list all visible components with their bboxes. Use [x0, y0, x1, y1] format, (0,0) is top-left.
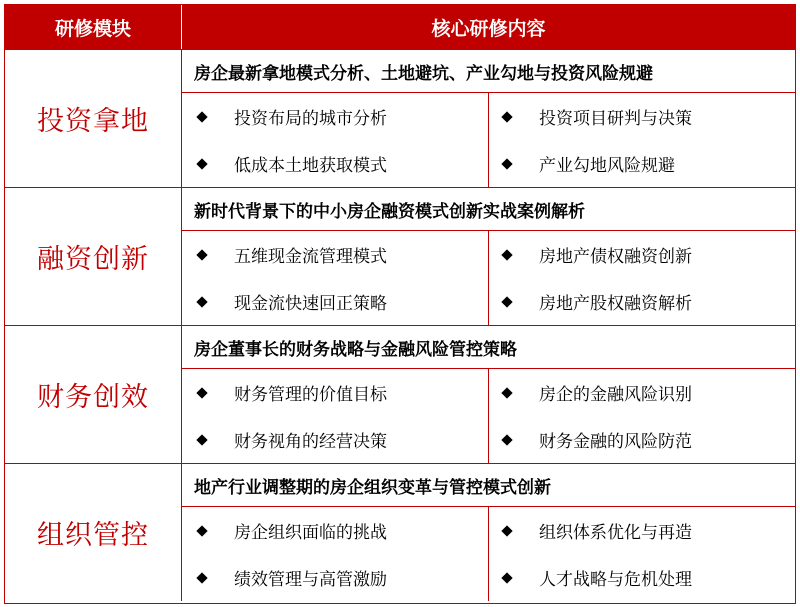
content-title: 新时代背景下的中小房企融资模式创新实战案例解析: [182, 188, 795, 231]
diamond-bullet-icon: [196, 572, 207, 583]
topic-label: 现金流快速回正策略: [234, 294, 387, 314]
topic-label: 房企组织面临的挑战: [234, 523, 387, 543]
topic-item: [489, 95, 795, 139]
diamond-bullet-icon: [501, 249, 512, 260]
diamond-bullet-icon: [501, 525, 512, 536]
topic-grid: [182, 369, 795, 463]
topic-label: 绩效管理与高管激励: [234, 570, 387, 590]
topic-grid: [182, 231, 795, 325]
table-row: [5, 187, 795, 325]
diamond-bullet-icon: [196, 434, 207, 445]
topic-grid: [182, 507, 795, 601]
diamond-bullet-icon: [196, 158, 207, 169]
topic-item: [489, 142, 795, 186]
topic-label: 组织体系优化与再造: [539, 523, 692, 543]
diamond-bullet-icon: [196, 387, 207, 398]
table-row: [5, 49, 795, 187]
content-cell: [182, 188, 795, 325]
content-cell: [182, 326, 795, 463]
topic-item: [489, 280, 795, 324]
header-content-cell: 核心研修内容: [431, 17, 546, 40]
topic-item: [182, 280, 488, 324]
topic-label: 投资项目研判与决策: [539, 109, 692, 129]
diamond-bullet-icon: [196, 249, 207, 260]
table-row: [5, 463, 795, 601]
diamond-bullet-icon: [501, 111, 512, 122]
topic-column-left: [182, 369, 489, 463]
diamond-bullet-icon: [501, 572, 512, 583]
topic-label: 财务管理的价值目标: [234, 385, 387, 405]
diamond-bullet-icon: [501, 434, 512, 445]
topic-column-right: [489, 507, 795, 601]
topic-item: [489, 233, 795, 277]
topic-item: [489, 418, 795, 462]
topic-item: [489, 509, 795, 553]
topic-label: 人才战略与危机处理: [539, 570, 692, 590]
topic-column-left: [182, 507, 489, 601]
topic-label: 房地产债权融资创新: [539, 247, 692, 267]
topic-column-left: [182, 93, 489, 187]
module-name: 财务创效: [5, 326, 182, 463]
topic-column-right: [489, 93, 795, 187]
module-name: 融资创新: [5, 188, 182, 325]
table-row: [5, 325, 795, 463]
content-title: 房企最新拿地模式分析、土地避坑、产业勾地与投资风险规避: [182, 50, 795, 93]
topic-label: 房地产股权融资解析: [539, 294, 692, 314]
content-title: 房企董事长的财务战略与金融风险管控策略: [182, 326, 795, 369]
topic-item: [489, 556, 795, 600]
topic-column-right: [489, 231, 795, 325]
header-module-cell: 研修模块: [5, 5, 182, 49]
content-cell: [182, 464, 795, 601]
diamond-bullet-icon: [501, 296, 512, 307]
diamond-bullet-icon: [196, 111, 207, 122]
topic-label: 产业勾地风险规避: [539, 156, 675, 176]
topic-label: 房企的金融风险识别: [539, 385, 692, 405]
topic-item: [489, 371, 795, 415]
topic-column-right: [489, 369, 795, 463]
topic-label: 低成本土地获取模式: [234, 156, 387, 176]
content-title: 地产行业调整期的房企组织变革与管控模式创新: [182, 464, 795, 507]
topic-item: [182, 509, 488, 553]
topic-column-left: [182, 231, 489, 325]
topic-item: [182, 418, 488, 462]
topic-item: [182, 371, 488, 415]
topic-label: 投资布局的城市分析: [234, 109, 387, 129]
topic-label: 五维现金流管理模式: [234, 247, 387, 267]
diamond-bullet-icon: [196, 296, 207, 307]
module-name: 组织管控: [5, 464, 182, 601]
topic-grid: [182, 93, 795, 187]
diamond-bullet-icon: [501, 158, 512, 169]
content-cell: [182, 50, 795, 187]
topic-item: [182, 556, 488, 600]
topic-label: 财务视角的经营决策: [234, 432, 387, 452]
training-table: [4, 4, 796, 604]
module-name: 投资拿地: [5, 50, 182, 187]
topic-item: [182, 95, 488, 139]
table-header: [5, 5, 795, 49]
diamond-bullet-icon: [501, 387, 512, 398]
topic-item: [182, 233, 488, 277]
topic-label: 财务金融的风险防范: [539, 432, 692, 452]
diamond-bullet-icon: [196, 525, 207, 536]
topic-item: [182, 142, 488, 186]
